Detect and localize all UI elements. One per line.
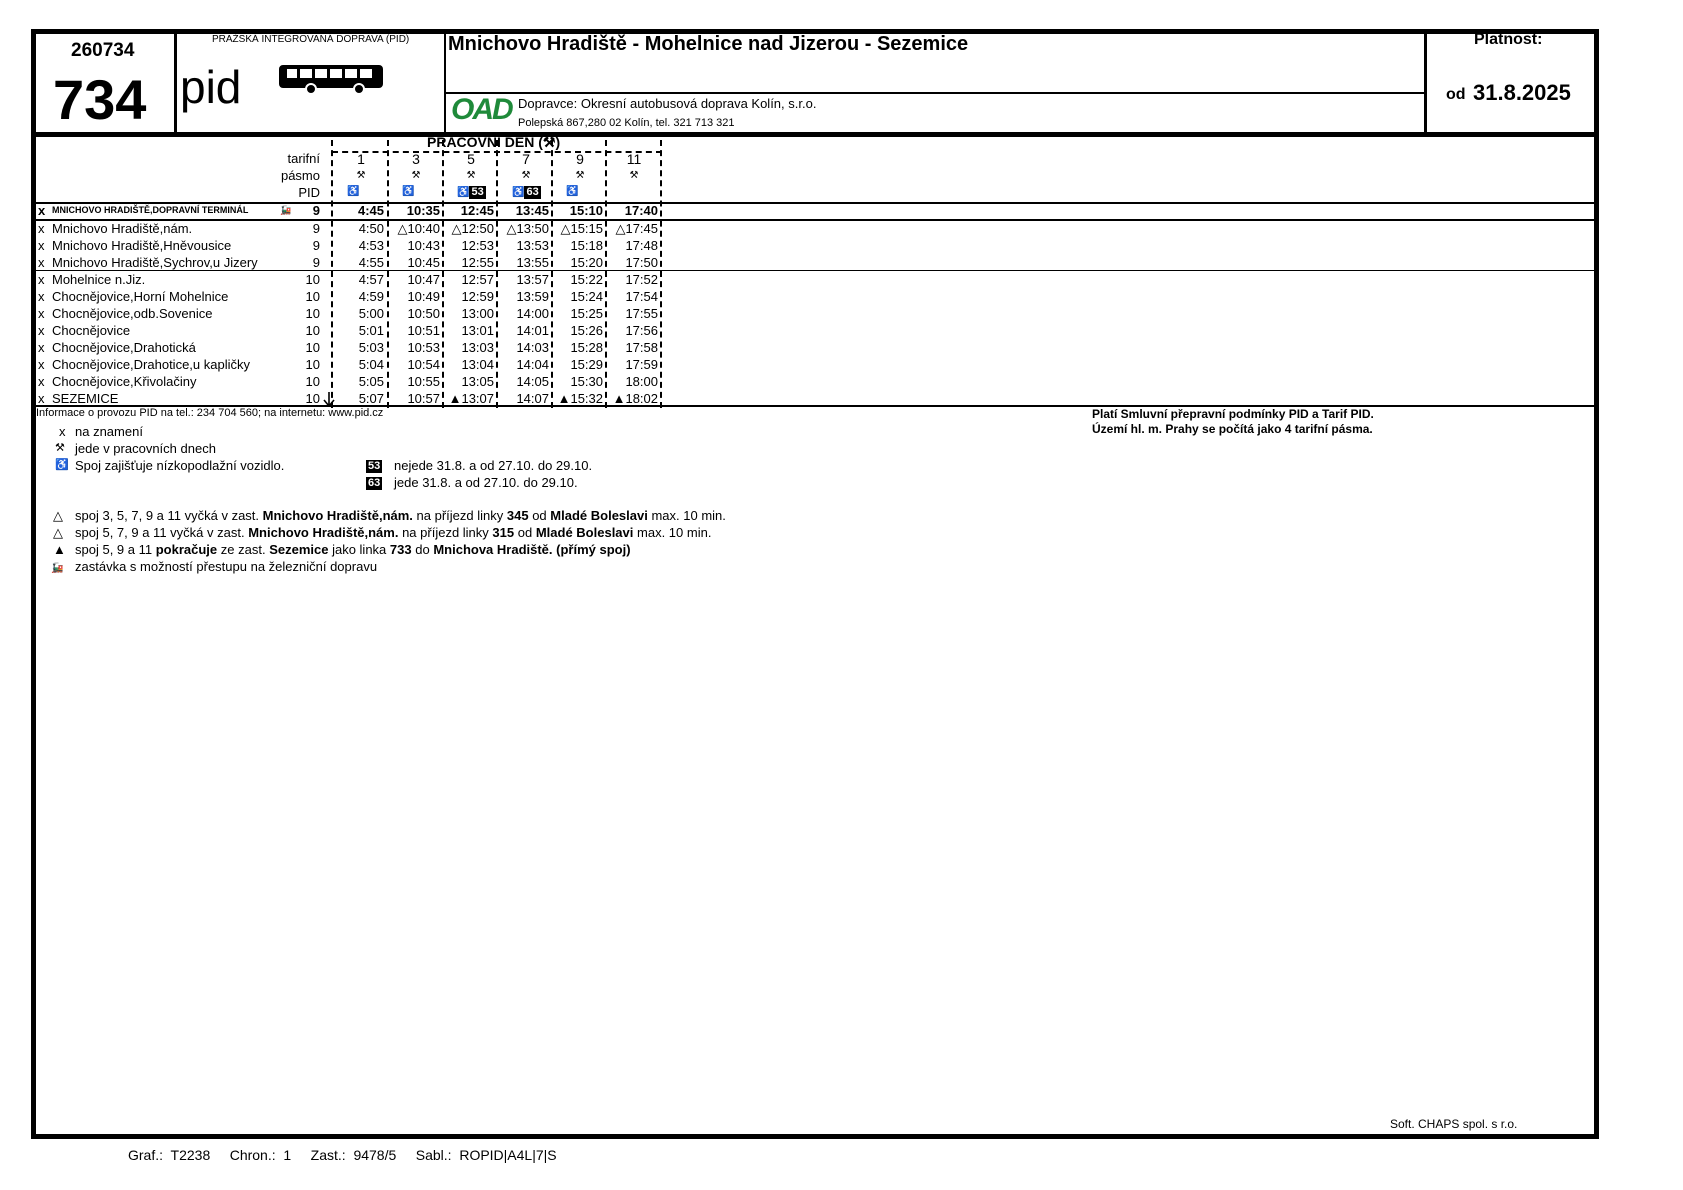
trip-flags	[457, 186, 486, 199]
departure-time: 13:55	[516, 255, 549, 270]
departure-time: 10:49	[407, 289, 440, 304]
note-3-bold: pokračuje	[155, 542, 218, 557]
note-2-part: max. 10 min.	[637, 525, 712, 540]
departure-time: 4:57	[358, 272, 384, 287]
departure-time: 13:01	[461, 323, 494, 338]
validity-label: Platnost:	[1474, 31, 1543, 48]
departure-time: 13:45	[515, 203, 549, 218]
zone-number: 9	[312, 255, 320, 270]
header-divider-3	[1424, 29, 1427, 133]
departure-time: ▲13:07	[448, 391, 494, 406]
stop-name: Mnichovo Hradiště,Hněvousice	[52, 238, 232, 253]
note-1-part: max. 10 min.	[651, 508, 726, 523]
departure-time: 12:45	[460, 203, 494, 218]
departure-time: 10:51	[407, 323, 440, 338]
legend-badge-63-text: jede 31.8. a od 27.10. do 29.10.	[394, 475, 578, 490]
workday-icon: ⚒	[629, 170, 639, 181]
zone-number: 10	[305, 357, 320, 372]
departure-time: 15:29	[570, 357, 603, 372]
workday-icon: ⚒	[411, 170, 421, 181]
departure-time: 10:35	[406, 203, 440, 218]
zone-label-line2: pásmo	[280, 168, 320, 183]
stop-name: Chocnějovice,odb.Sovenice	[52, 306, 213, 321]
stop-name: Chocnějovice	[52, 323, 131, 338]
wheelchair-icon: ♿	[402, 186, 415, 197]
note-2-part: od	[517, 525, 533, 540]
departure-time: 13:57	[516, 272, 549, 287]
departure-time: △10:40	[397, 221, 440, 236]
route-title-rule	[444, 92, 1425, 94]
train-icon: 🚂	[280, 205, 292, 215]
wait-triangle-icon: △	[53, 508, 63, 523]
request-stop-marker: x	[38, 203, 46, 218]
zone-label-line1: tarifní	[287, 151, 320, 166]
stop-name: Mnichovo Hradiště,Sychrov,u Jizery	[52, 255, 258, 270]
legend-x-text: na znamení	[75, 424, 143, 439]
validity-date: 31.8.2025	[1473, 80, 1571, 105]
departure-time: 4:45	[357, 203, 384, 218]
pid-logo: pid	[180, 61, 242, 113]
validity-prefix: od	[1446, 86, 1466, 103]
departure-time: 15:26	[570, 323, 603, 338]
chron-value: 1	[283, 1147, 292, 1163]
departure-time: △17:45	[615, 221, 658, 236]
graf-label: Graf.:	[128, 1147, 164, 1163]
trip-badge: 63	[526, 186, 539, 198]
header-divider-2	[444, 29, 446, 133]
note-1-line: 345	[506, 508, 529, 523]
departure-time: 10:47	[407, 272, 440, 287]
zast-value: 9478/5	[353, 1147, 397, 1163]
operator-address: Polepská 867,280 02 Kolín, tel. 321 713 321	[518, 117, 735, 129]
note-1-stop: Mnichovo Hradiště,nám.	[262, 508, 413, 523]
request-stop-marker: x	[38, 255, 45, 270]
operator-name: Dopravce: Okresní autobusová doprava Kolín, s.r.o.	[518, 96, 817, 111]
rules-line-2: Území hl. m. Prahy se počítá jako 4 tarifní pásma.	[1092, 422, 1373, 436]
departure-time: 15:10	[569, 203, 603, 218]
departure-time: 10:50	[407, 306, 440, 321]
departure-time: 14:00	[516, 306, 549, 321]
note-2-line: 315	[492, 525, 515, 540]
departure-time: 14:01	[516, 323, 549, 338]
departure-time: △13:50	[506, 221, 549, 236]
zone-number: 9	[312, 221, 320, 236]
route-title: Mnichovo Hradiště - Mohelnice nad Jizerou - Sezemice	[448, 33, 969, 55]
departure-time: 13:05	[461, 374, 494, 389]
request-stop-marker: x	[38, 340, 45, 355]
zone-number: 9	[312, 238, 320, 253]
note-1-place: Mladé Boleslavi	[550, 508, 648, 523]
zone-number: 10	[305, 340, 320, 355]
workday-icon: ⚒	[521, 170, 531, 181]
org-name: PRAŽSKÁ INTEGROVANÁ DOPRAVA (PID)	[212, 34, 410, 45]
stop-name: Chocnějovice,Křivolačiny	[52, 374, 197, 389]
departure-time: 13:53	[516, 238, 549, 253]
note-2-place: Mladé Boleslavi	[535, 525, 634, 540]
line-code: 260734	[71, 40, 135, 61]
legend-work-text: jede v pracovních dnech	[75, 441, 216, 456]
zone-number: 10	[305, 306, 320, 321]
departure-time: 10:53	[407, 340, 440, 355]
departure-time: 18:00	[625, 374, 658, 389]
departure-time: 12:55	[461, 255, 494, 270]
graf-value: T2238	[170, 1147, 211, 1163]
departure-time: 5:05	[358, 374, 384, 389]
request-stop-marker: x	[38, 374, 45, 389]
request-stop-marker: x	[38, 238, 45, 253]
departure-time: 14:03	[516, 340, 549, 355]
legend-x-symbol: x	[59, 424, 66, 439]
departure-time: 14:05	[516, 374, 549, 389]
note-1-part: od	[532, 508, 547, 523]
departure-time: △15:15	[560, 221, 603, 236]
departure-time: 12:59	[461, 289, 494, 304]
rules-line-1: Platí Smluvní přepravní podmínky PID a Tarif PID.	[1092, 407, 1374, 421]
trip-flags	[566, 186, 578, 197]
departure-time: 13:59	[516, 289, 549, 304]
stop-name: Chocnějovice,Horní Mohelnice	[52, 289, 229, 304]
note-4-text: zastávka s možností přestupu na železniční dopravu	[75, 559, 378, 574]
note-1-part: spoj 3, 5, 7, 9 a 11 vyčká v zast.	[75, 508, 260, 523]
zast-label: Zast.:	[310, 1147, 346, 1163]
trip-badge: 53	[471, 186, 484, 198]
departure-time: 13:04	[461, 357, 494, 372]
column-divider	[660, 140, 662, 408]
departure-time: 17:52	[625, 272, 658, 287]
stop-name: Chocnějovice,Drahotická	[52, 340, 196, 355]
departure-time: 17:58	[625, 340, 658, 355]
zone-number: 10	[305, 272, 320, 287]
train-icon: 🚂	[51, 563, 64, 574]
departure-time: 10:55	[407, 374, 440, 389]
trip-flags	[347, 186, 359, 197]
departure-time: 13:00	[461, 306, 494, 321]
departure-time: 17:59	[625, 357, 658, 372]
departure-time: 14:04	[516, 357, 549, 372]
trip-number: 9	[576, 151, 584, 167]
request-stop-marker: x	[38, 272, 45, 287]
wheelchair-icon: ♿	[512, 187, 525, 199]
request-stop-marker: x	[38, 391, 45, 406]
note-3-dest: Mnichova Hradiště. (přímý spoj)	[433, 542, 631, 557]
departure-time: 17:55	[625, 306, 658, 321]
operator-logo: OAD	[451, 93, 512, 126]
stop-name: Chocnějovice,Drahotice,u kapličky	[52, 357, 250, 372]
wheelchair-icon: ♿	[347, 186, 360, 197]
trip-flags	[512, 186, 541, 199]
zone-number: 10	[305, 374, 320, 389]
note-2	[53, 525, 711, 541]
zone-number: 10	[305, 391, 320, 406]
departure-time: 4:55	[358, 255, 384, 270]
departure-time: 15:22	[570, 272, 603, 287]
table-top-rule	[36, 202, 1594, 204]
departure-time: 5:00	[358, 306, 384, 321]
note-1-part: na příjezd linky	[416, 508, 504, 523]
zone-number: 10	[305, 323, 320, 338]
chron-label: Chron.:	[229, 1147, 276, 1163]
request-stop-marker: x	[38, 289, 45, 304]
workday-icon: ⚒	[575, 170, 585, 181]
departure-time: 15:20	[570, 255, 603, 270]
bus-icon	[277, 62, 387, 96]
direction-arrow-icon	[323, 392, 335, 407]
departure-time: 17:54	[625, 289, 658, 304]
note-3-line: 733	[389, 542, 412, 557]
trip-flags	[402, 186, 414, 197]
departure-time: 12:57	[461, 272, 494, 287]
departure-time: 17:48	[625, 238, 658, 253]
note-2-part: spoj 5, 7, 9 a 11 vyčká v zast.	[75, 525, 245, 540]
legend-work-icon: ⚒	[55, 442, 65, 454]
stop-name: SEZEMICE	[52, 391, 119, 406]
request-stop-marker: x	[38, 357, 45, 372]
sabl-label: Sabl.:	[415, 1147, 452, 1163]
contact-info: Informace o provozu PID na tel.: 234 704 560; na internetu: www.pid.cz	[36, 407, 384, 419]
request-stop-marker: x	[38, 306, 45, 321]
badge-53: 53	[368, 460, 381, 473]
zone-label-line3: PID	[298, 185, 320, 200]
trip-number: 5	[467, 151, 475, 167]
legend-access-text: Spoj zajišťuje nízkopodlažní vozidlo.	[75, 458, 285, 473]
note-3-stop: Sezemice	[269, 542, 329, 557]
legend-badge-53-text: nejede 31.8. a od 27.10. do 29.10.	[394, 458, 593, 473]
departure-time: 4:59	[358, 289, 384, 304]
departure-time: 4:53	[358, 238, 384, 253]
legend-badge-53	[366, 458, 382, 476]
departure-time: ▲18:02	[612, 391, 658, 406]
departure-time: 10:43	[407, 238, 440, 253]
note-3-part: spoj 5, 9 a 11	[75, 542, 153, 557]
footer-meta	[128, 1147, 557, 1163]
departure-time: 5:03	[358, 340, 384, 355]
header-bottom-rule	[31, 132, 1599, 137]
departure-time: 10:45	[407, 255, 440, 270]
note-2-part: na příjezd linky	[402, 525, 489, 540]
trip-number: 11	[626, 151, 642, 167]
departure-time: 15:30	[570, 374, 603, 389]
continues-triangle-icon: ▲	[53, 542, 66, 557]
departure-time: 17:56	[625, 323, 658, 338]
zone-number: 10	[305, 289, 320, 304]
departure-time: 12:53	[461, 238, 494, 253]
note-3	[53, 542, 631, 557]
note-2-stop: Mnichovo Hradiště,nám.	[248, 525, 399, 540]
departure-time: ▲15:32	[557, 391, 603, 406]
departure-time: 5:07	[358, 391, 384, 406]
departure-time: 15:24	[570, 289, 603, 304]
departure-time: 10:57	[407, 391, 440, 406]
header-divider-1	[174, 29, 177, 133]
software-credit: Soft. CHAPS spol. s r.o.	[1390, 1117, 1518, 1131]
departure-time: 5:04	[358, 357, 384, 372]
stop-name: MNICHOVO HRADIŠTĚ,DOPRAVNÍ TERMINÁL	[52, 205, 249, 215]
departure-time: 4:50	[358, 221, 384, 236]
request-stop-marker: x	[38, 323, 45, 338]
request-stop-marker: x	[38, 221, 45, 236]
workday-icon: ⚒	[466, 170, 476, 181]
note-3-part: jako linka	[332, 542, 387, 557]
note-3-part: do	[415, 542, 430, 557]
legend-badge-63	[366, 475, 382, 493]
departure-time: 15:18	[570, 238, 603, 253]
stop-name: Mnichovo Hradiště,nám.	[52, 221, 193, 236]
day-type-header: PRACOVNÍ DEN (⚒)	[427, 134, 561, 150]
first-stop-rule	[36, 219, 1594, 221]
departure-time: 10:54	[407, 357, 440, 372]
zone-change-rule	[36, 270, 1594, 271]
departure-time: 15:28	[570, 340, 603, 355]
departure-time: 14:07	[516, 391, 549, 406]
departure-time: 13:03	[461, 340, 494, 355]
note-1	[53, 508, 726, 524]
badge-63: 63	[368, 477, 381, 490]
wait-triangle-icon: △	[53, 525, 63, 540]
line-number: 734	[53, 68, 147, 131]
note-4	[51, 559, 377, 574]
note-3-part: ze zast.	[220, 542, 266, 557]
departure-time: 15:25	[570, 306, 603, 321]
departure-time: △12:50	[451, 221, 494, 236]
trip-number: 3	[412, 151, 420, 167]
wheelchair-icon: ♿	[457, 187, 470, 199]
stop-name: Mohelnice n.Jiz.	[52, 272, 146, 287]
legend-wheelchair-icon: ♿	[55, 459, 69, 471]
sabl-value: ROPID|A4L|7|S	[459, 1147, 557, 1163]
wheelchair-icon: ♿	[566, 186, 579, 197]
trip-number: 7	[522, 151, 530, 167]
zone-number: 9	[312, 203, 320, 218]
workday-icon: ⚒	[356, 170, 366, 181]
trip-number: 1	[357, 151, 365, 167]
departure-time: 17:50	[625, 255, 658, 270]
departure-time: 17:40	[624, 203, 658, 218]
departure-time: 5:01	[358, 323, 384, 338]
